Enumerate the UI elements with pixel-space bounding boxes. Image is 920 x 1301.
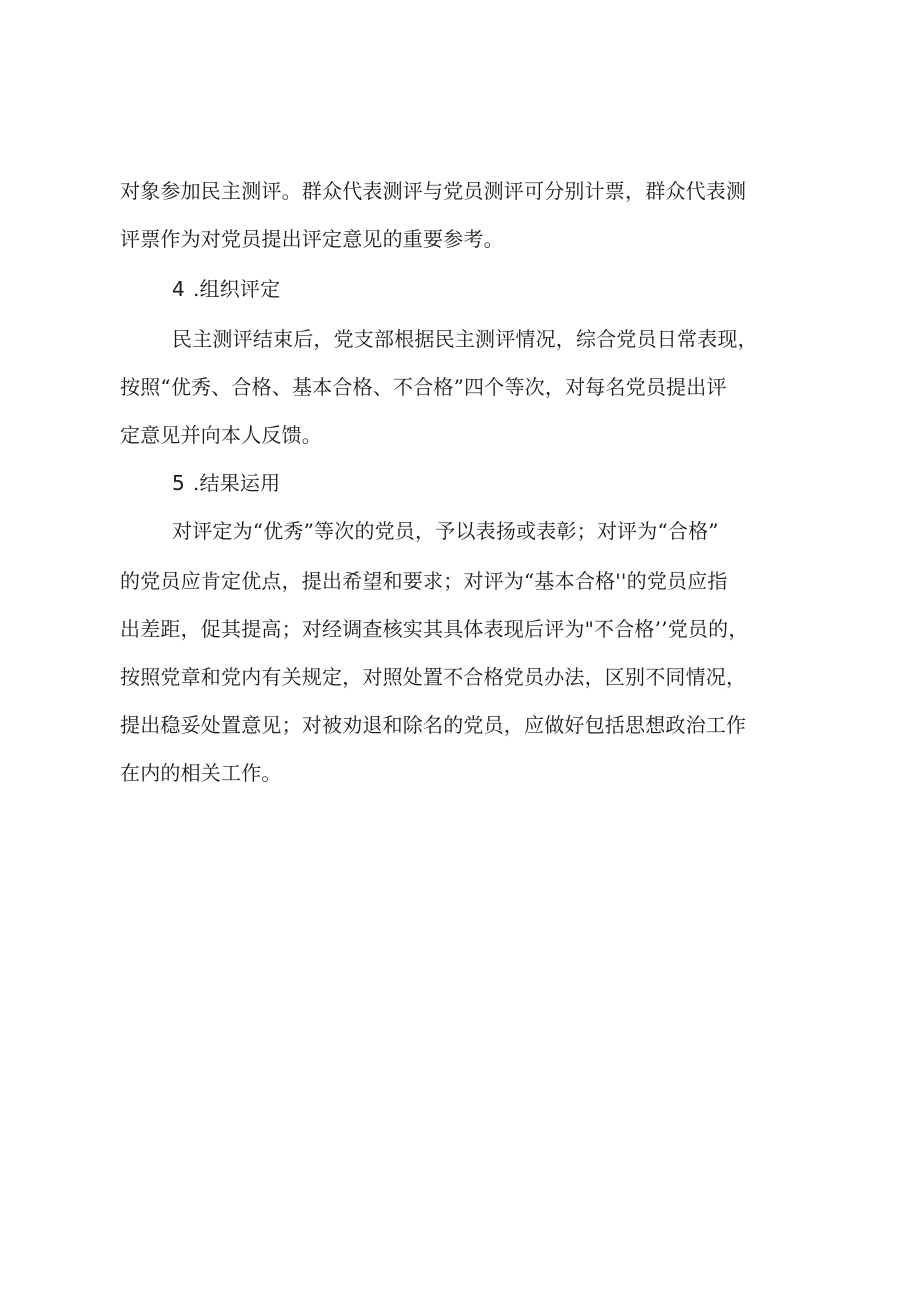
section-number: 4 [172, 277, 185, 301]
paragraph-line: 的党员应肯定优点，提出希望和要求；对评为“基本合格''的党员应指 [120, 569, 728, 593]
paragraph-line: 评票作为对党员提出评定意见的重要参考。 [120, 227, 504, 251]
section-title: .结果运用 [192, 471, 281, 495]
section-number: 5 [172, 471, 185, 495]
paragraph-line: 民主测评结束后，党支部根据民主测评情况，综合党员日常表现， [172, 327, 758, 351]
paragraph-line: 对象参加民主测评。群众代表测评与党员测评可分别计票，群众代表测 [120, 179, 747, 203]
paragraph-line: 定意见并向本人反馈。 [120, 423, 322, 447]
paragraph-line: 按照党章和党内有关规定，对照处置不合格党员办法，区别不同情况， [120, 665, 747, 689]
section-heading-4 [172, 276, 800, 302]
paragraph-line: 对评定为“优秀”等次的党员，予以表扬或表彰；对评为“合格” [172, 519, 719, 543]
paragraph-line: 按照“优秀、合格、基本合格、不合格”四个等次，对每名党员提出评 [120, 375, 727, 399]
paragraph-line: 提出稳妥处置意见；对被劝退和除名的党员，应做好包括思想政治工作 [120, 713, 747, 737]
paragraph-line: 在内的相关工作。 [120, 761, 282, 785]
section-heading-5 [172, 470, 800, 496]
section-title: .组织评定 [192, 277, 281, 301]
paragraph-line: 出差距，促其提高；对经调查核实其具体表现后评为"不合格’’党员的， [120, 617, 749, 641]
